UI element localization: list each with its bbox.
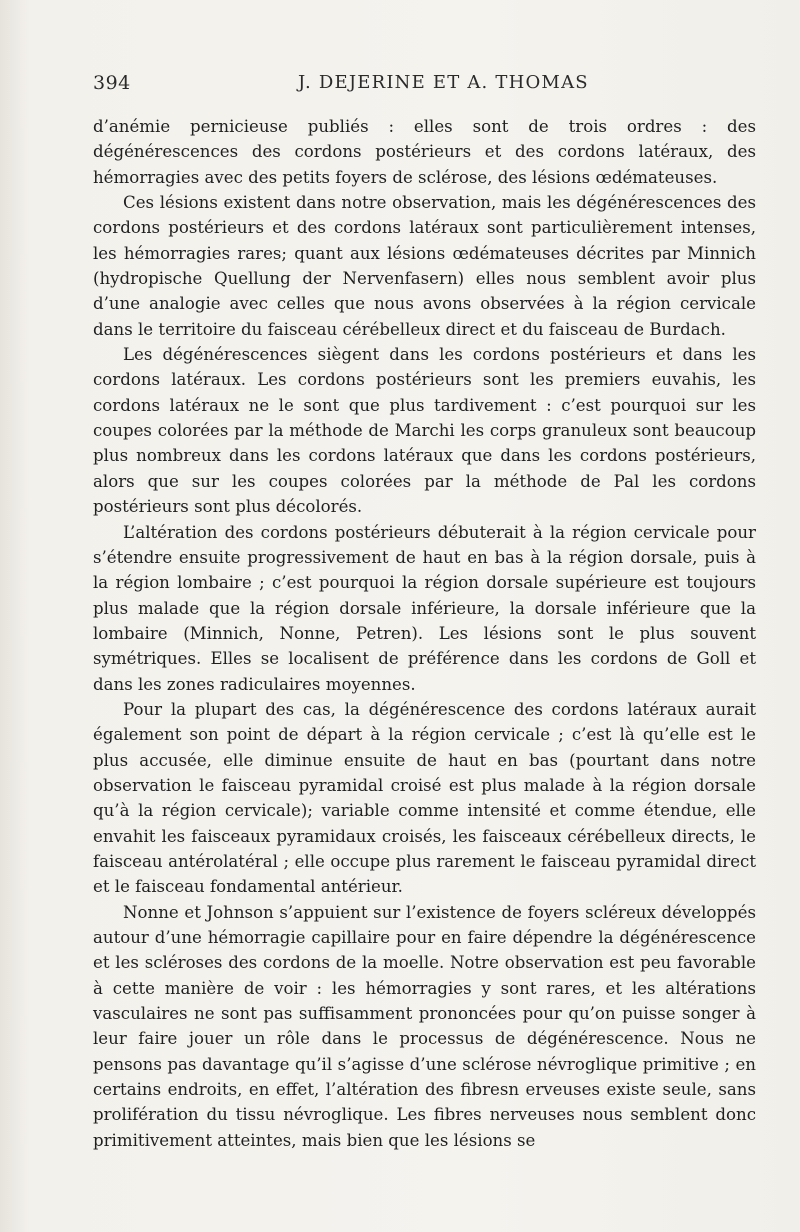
paragraph-4: L’altération des cordons postérieurs débuterait à la région cervicale pour s’étendre ensuite progressivement de haut en bas à la région dorsale, puis à la région lombaire ; c’est pourquoi la région dorsale supérieure est toujours plus malade que la région dorsale inférieure, la dorsale inférieure que la lombaire (Minnich, Nonne, Petren). Les lésions sont le plus souvent symétriques. Elles se localisent de préférence dans les cordons de Goll et dans les zones radiculaires moyennes. bbox=[93, 522, 756, 694]
page-header bbox=[93, 72, 756, 100]
paragraph-1: d’anémie pernicieuse publiés : elles sont de trois ordres : des dégénérescences des cordons postérieurs et des cordons latéraux, des hémorragies avec des petits foyers de sclérose, des lésions œdémateuses. bbox=[93, 117, 756, 187]
page-number: 394 bbox=[93, 72, 131, 94]
paragraph-6: Nonne et Johnson s’appuient sur l’existence de foyers scléreux développés autour d’une hémorragie capillaire pour en faire dépendre la dégénérescence et les scléroses des cordons de la moelle. Notre observation est peu favorable à cette manière de voir : les hémorragies y sont rares, et les altérations vasculaires ne sont pas suffisamment prononcées pour qu’on puisse songer à leur faire jouer un rôle dans le processus de dégénérescence. Nous ne pensons pas davantage qu’il s’agisse d’une sclérose névroglique primitive ; en certains endroits, en effet, l’altération des fibresn erveuses existe seule, sans prolifération du tissu névroglique. Les fibres nerveuses nous semblent donc primitivement atteintes, mais bien que les lésions se bbox=[93, 902, 756, 1150]
running-head: J. DEJERINE ET A. THOMAS bbox=[298, 72, 589, 93]
paragraph-2: Ces lésions existent dans notre observation, mais les dégénérescences des cordons postérieurs et des cordons latéraux sont particulièrement intenses, les hémorragies rares; quant aux lésions œdémateuses décrites par Minnich (hydropische Quellung der Nervenfasern) elles nous semblent avoir plus d’une analogie avec celles que nous avons observées à la région cervicale dans le territoire du faisceau cérébelleux direct et du faisceau de Burdach. bbox=[93, 193, 756, 339]
paragraph-3: Les dégénérescences siègent dans les cordons postérieurs et dans les cordons latéraux. Les cordons postérieurs sont les premiers euvahis, les cordons latéraux ne le sont que plus tardivement : c’est pourquoi sur les coupes colorées par la méthode de Marchi les corps granuleux sont beaucoup plus nombreux dans les cordons latéraux que dans les cordons postérieurs, alors que sur les coupes colorées par la méthode de Pal les cordons postérieurs sont plus décolorés. bbox=[93, 345, 756, 517]
body-text bbox=[93, 114, 756, 1153]
paragraph-5: Pour la plupart des cas, la dégénérescence des cordons latéraux aurait également son point de départ à la région cervicale ; c’est là qu’elle est le plus accusée, elle diminue ensuite de haut en bas (pourtant dans notre observation le faisceau pyramidal croisé est plus malade à la région dorsale qu’à la région cervicale); variable comme intensité et comme étendue, elle envahit les faisceaux pyramidaux croisés, les faisceaux cérébelleux directs, le faisceau antérolatéral ; elle occupe plus rarement le faisceau pyramidal direct et le faisceau fondamental antérieur. bbox=[93, 699, 756, 897]
